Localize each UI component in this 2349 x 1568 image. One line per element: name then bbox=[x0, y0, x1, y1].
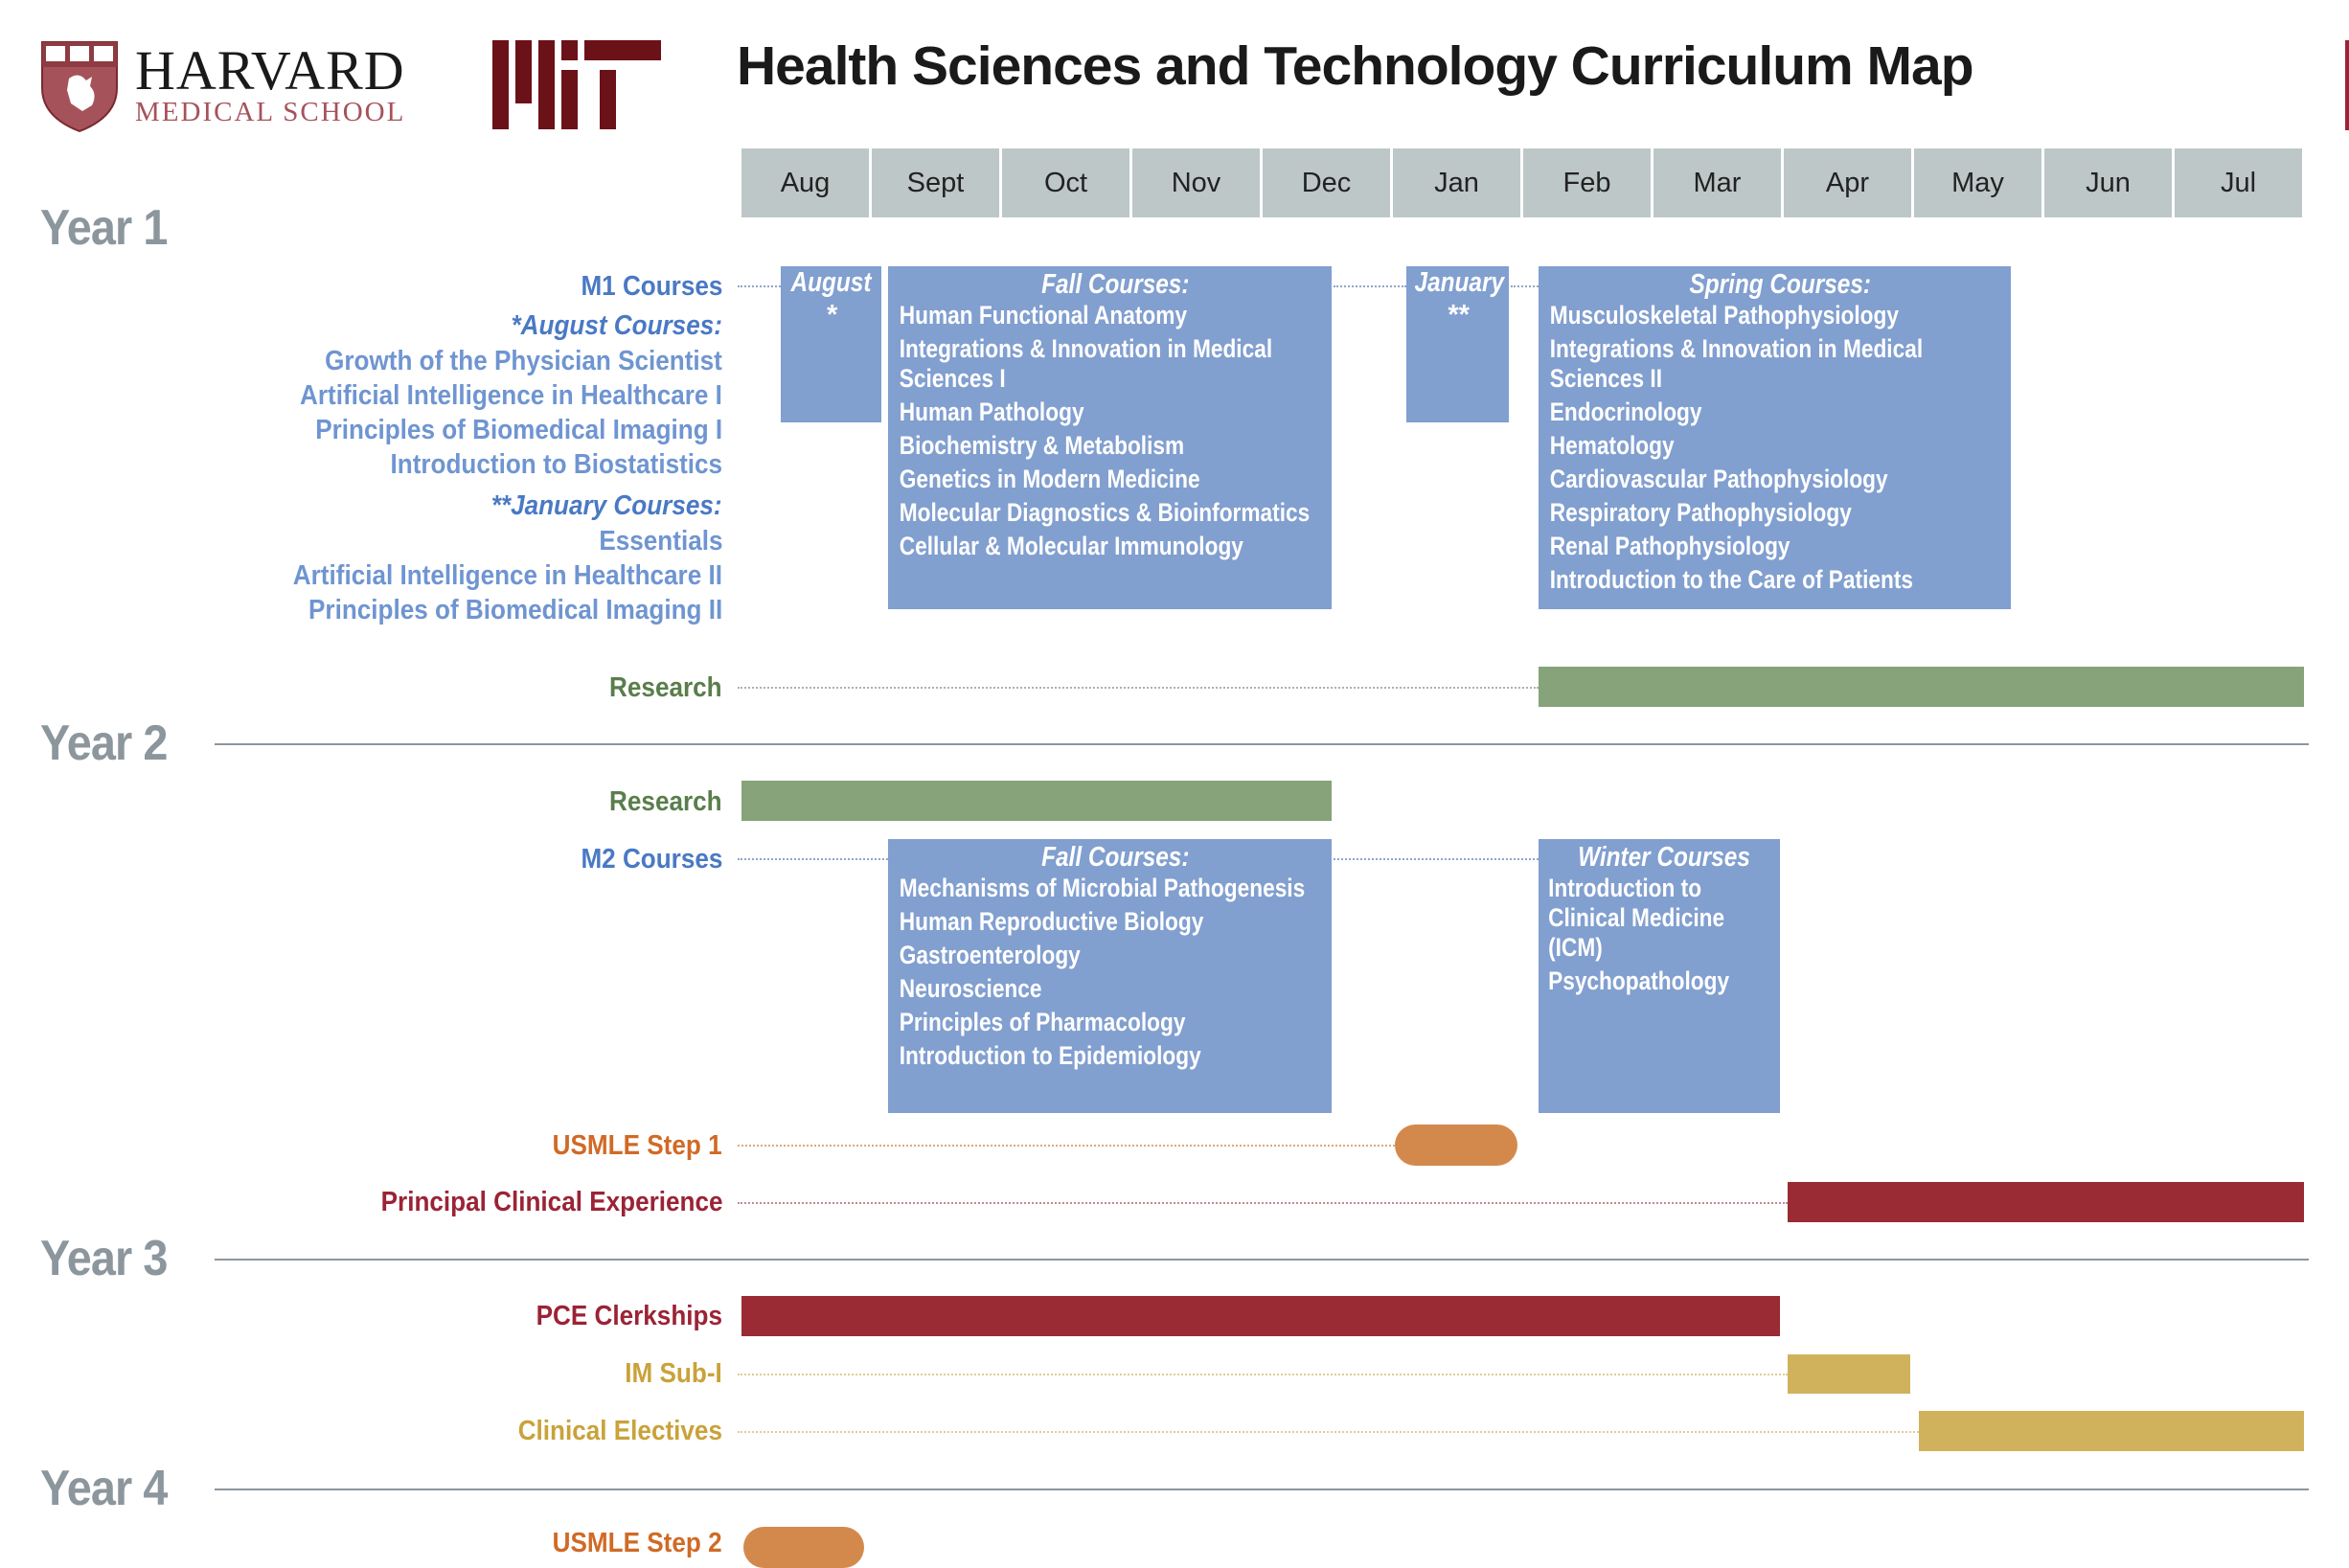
month-oct: Oct bbox=[1002, 148, 1129, 217]
m2-dotted-line bbox=[1334, 858, 1539, 860]
pce-dotted-line bbox=[738, 1202, 1788, 1204]
course-item: Musculoskeletal Pathophysiology bbox=[1549, 301, 1899, 330]
january-box-title: January bbox=[1414, 267, 1504, 298]
course-item: Genetics in Modern Medicine bbox=[899, 465, 1200, 493]
box-title: Fall Courses: bbox=[1041, 842, 1190, 873]
usmle-dotted-line bbox=[738, 1145, 1395, 1147]
january-course-item: Essentials bbox=[598, 526, 722, 557]
usmle-step1-pill bbox=[1395, 1125, 1517, 1166]
january-courses-box bbox=[1406, 266, 1509, 422]
august-courses-heading: *August Courses: bbox=[511, 310, 722, 341]
year-4-divider bbox=[215, 1488, 2309, 1490]
month-apr: Apr bbox=[1784, 148, 1911, 217]
page-title: Health Sciences and Technology Curriculum Map bbox=[737, 35, 1973, 97]
m1-dotted-line bbox=[1511, 285, 1539, 287]
box-title: Fall Courses: bbox=[1041, 269, 1190, 300]
month-nov: Nov bbox=[1132, 148, 1260, 217]
january-box-mark: ** bbox=[1447, 300, 1469, 330]
course-item: Neuroscience bbox=[899, 974, 1042, 1003]
m2-dotted-line bbox=[738, 858, 888, 860]
m1-dotted-line bbox=[738, 285, 781, 287]
august-course-item: Growth of the Physician Scientist bbox=[325, 346, 722, 376]
month-feb: Feb bbox=[1523, 148, 1651, 217]
harvard-shield-logo bbox=[40, 40, 119, 133]
y1-research-bar bbox=[1539, 667, 2304, 707]
winter-courses-box bbox=[1539, 839, 1780, 1113]
year-1-label: Year 1 bbox=[40, 200, 168, 256]
pce-label: Principal Clinical Experience bbox=[380, 1187, 722, 1217]
course-item: Gastroenterology bbox=[899, 941, 1081, 969]
january-courses-heading: **January Courses: bbox=[491, 490, 722, 521]
january-course-item: Artificial Intelligence in Healthcare II bbox=[292, 560, 722, 591]
month-mar: Mar bbox=[1653, 148, 1781, 217]
m1-courses-label: M1 Courses bbox=[581, 271, 722, 302]
course-item: Integrations & Innovation in Medical Sciences I bbox=[899, 334, 1273, 393]
electives-dotted-line bbox=[738, 1431, 1919, 1433]
im-sub-i-label: IM Sub-I bbox=[625, 1358, 722, 1389]
sub-i-dotted-line bbox=[738, 1374, 1788, 1375]
usmle-step1-label: USMLE Step 1 bbox=[553, 1130, 722, 1161]
month-may: May bbox=[1914, 148, 2041, 217]
m1-dotted-line bbox=[1334, 285, 1406, 287]
harvard-name: HARVARD bbox=[135, 39, 405, 102]
year-2-divider bbox=[215, 743, 2309, 745]
course-item: Cellular & Molecular Immunology bbox=[899, 532, 1243, 560]
august-course-item: Artificial Intelligence in Healthcare I bbox=[300, 380, 722, 411]
month-jun: Jun bbox=[2044, 148, 2172, 217]
harvard-subtitle: MEDICAL SCHOOL bbox=[135, 97, 406, 127]
y1-research-label: Research bbox=[609, 672, 722, 703]
box-title: Spring Courses: bbox=[1689, 269, 1872, 300]
clinical-electives-bar bbox=[1919, 1411, 2304, 1451]
y2-research-label: Research bbox=[609, 786, 722, 817]
course-item: Introduction to the Care of Patients bbox=[1549, 565, 1914, 594]
course-item: Endocrinology bbox=[1549, 398, 1702, 426]
course-item: Cardiovascular Pathophysiology bbox=[1549, 465, 1888, 493]
usmle-step2-pill bbox=[743, 1527, 864, 1568]
course-item: Introduction to Clinical Medicine (ICM) bbox=[1548, 874, 1725, 962]
clinical-electives-label: Clinical Electives bbox=[517, 1416, 722, 1446]
course-item: Mechanisms of Microbial Pathogenesis bbox=[899, 874, 1306, 902]
month-aug: Aug bbox=[741, 148, 869, 217]
course-item: Renal Pathophysiology bbox=[1549, 532, 1790, 560]
course-item: Biochemistry & Metabolism bbox=[899, 431, 1185, 460]
m2-courses-label: M2 Courses bbox=[581, 844, 722, 875]
august-course-item: Principles of Biomedical Imaging I bbox=[315, 415, 722, 445]
year-3-label: Year 3 bbox=[40, 1231, 168, 1286]
research-dotted-line bbox=[738, 687, 1539, 689]
pce-clerkships-label: PCE Clerkships bbox=[536, 1301, 722, 1331]
box-title: Winter Courses bbox=[1578, 842, 1750, 873]
course-item: Respiratory Pathophysiology bbox=[1549, 498, 1852, 527]
y1-fall-courses-box bbox=[888, 266, 1332, 609]
year-2-label: Year 2 bbox=[40, 716, 168, 771]
year-4-label: Year 4 bbox=[40, 1461, 168, 1516]
august-box-mark: * bbox=[825, 300, 837, 330]
august-courses-box bbox=[781, 266, 881, 422]
y2-fall-courses-box bbox=[888, 839, 1332, 1113]
im-sub-i-bar bbox=[1788, 1354, 1910, 1394]
edge-marker bbox=[2345, 40, 2349, 130]
y2-research-bar bbox=[741, 781, 1332, 821]
month-jan: Jan bbox=[1393, 148, 1520, 217]
august-box-title: August bbox=[790, 267, 872, 298]
course-item: Psychopathology bbox=[1548, 966, 1730, 995]
year-3-divider bbox=[215, 1259, 2309, 1261]
month-dec: Dec bbox=[1263, 148, 1390, 217]
course-item: Molecular Diagnostics & Bioinformatics bbox=[899, 498, 1311, 527]
pce-clerkships-bar bbox=[741, 1296, 1780, 1336]
course-item: Hematology bbox=[1549, 431, 1675, 460]
january-course-item: Principles of Biomedical Imaging II bbox=[308, 595, 722, 625]
august-course-item: Introduction to Biostatistics bbox=[390, 449, 722, 480]
month-jul: Jul bbox=[2175, 148, 2302, 217]
course-item: Principles of Pharmacology bbox=[899, 1008, 1186, 1036]
course-item: Integrations & Innovation in Medical Sciences II bbox=[1549, 334, 1924, 393]
course-item: Introduction to Epidemiology bbox=[899, 1041, 1201, 1070]
month-sept: Sept bbox=[872, 148, 999, 217]
course-item: Human Pathology bbox=[899, 398, 1084, 426]
usmle-step2-label: USMLE Step 2 bbox=[553, 1528, 722, 1558]
mit-logo bbox=[492, 40, 661, 129]
course-item: Human Functional Anatomy bbox=[899, 301, 1188, 330]
course-item: Human Reproductive Biology bbox=[899, 907, 1204, 936]
spring-courses-box bbox=[1539, 266, 2011, 609]
pce-bar bbox=[1788, 1182, 2304, 1222]
